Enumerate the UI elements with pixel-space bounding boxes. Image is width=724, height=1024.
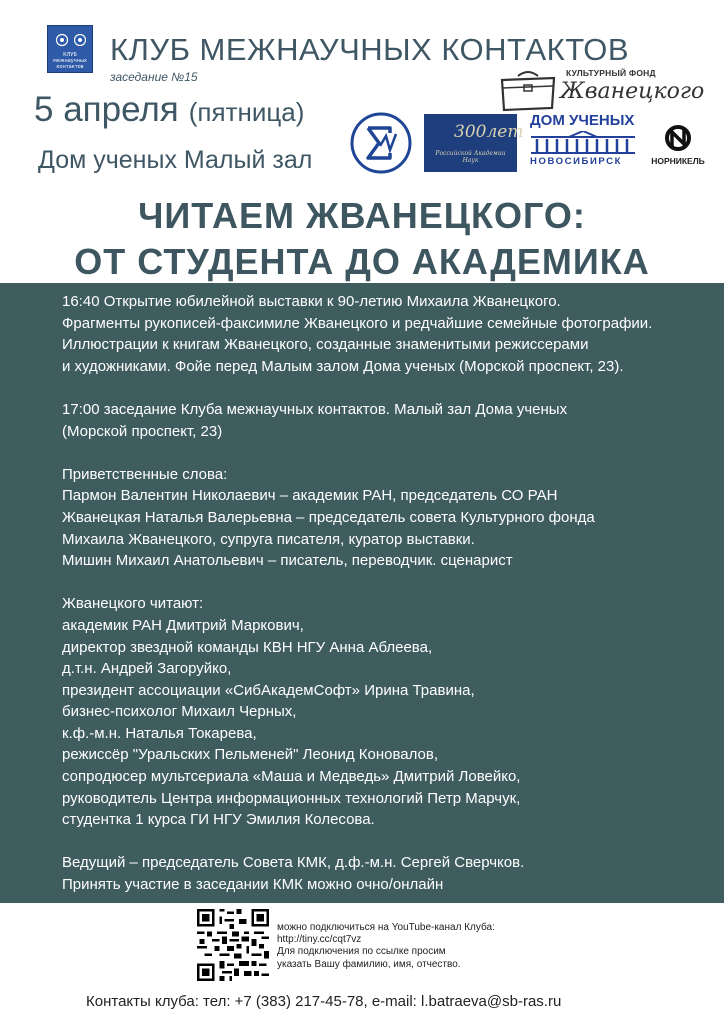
club-logo (47, 25, 93, 73)
program-line: академик РАН Дмитрий Маркович, (62, 616, 304, 634)
youtube-link[interactable]: http://tiny.cc/cqt7vz (277, 934, 362, 946)
weekday-text: (пятница) (188, 97, 305, 127)
program-line: Пармон Валентин Николаевич – академик РАН, председатель СО РАН (62, 487, 558, 505)
house-title: ДОМ УЧЕНЫХ (530, 112, 635, 129)
program-line: директор звездной команды КВН НГУ Анна Аблеева, (62, 638, 433, 656)
program-line: руководитель Центра информационных технологий Петр Марчук, (62, 789, 521, 807)
program-line: сопродюсер мультсериала «Маша и Медведь» Дмитрий Ловейко, (62, 768, 521, 786)
date-text: 5 апреля (34, 90, 179, 129)
program-line: Мишин Михаил Анатольевич – писатель, переводчик. сценарист (62, 552, 513, 570)
program-line: президент ассоциации «СибАкадемСофт» Ирина Травина, (62, 681, 475, 699)
qr-code-icon[interactable] (197, 909, 269, 981)
program-line: Иллюстрации к книгам Жванецкого, созданные знаменитыми режиссерами (62, 336, 589, 354)
building-icon (529, 131, 637, 155)
sigma-logo-icon (350, 112, 412, 174)
event-headline (0, 193, 724, 285)
program-text (62, 291, 712, 896)
request-note: Для подключения по ссылке просим (277, 946, 446, 958)
fund-name: Жванецкого (560, 79, 705, 104)
club-title: КЛУБ МЕЖНАУЧНЫХ КОНТАКТОВ (110, 32, 630, 67)
program-panel (0, 283, 724, 903)
program-line: д.т.н. Андрей Загоруйко, (62, 660, 232, 678)
atom-icon (54, 33, 88, 47)
program-line: студентка 1 курса ГИ НГУ Эмилия Колесова. (62, 811, 375, 829)
program-line: к.ф.-м.н. Наталья Токарева, (62, 724, 257, 742)
meeting-number: заседание №15 (110, 70, 198, 84)
anniversary-logo (424, 114, 524, 172)
sponsor-logo (645, 124, 711, 168)
house-city: НОВОСИБИРСК (530, 156, 622, 167)
headline-line-1: ЧИТАЕМ ЖВАНЕЦКОГО: (138, 195, 586, 236)
nornikel-icon (645, 124, 711, 154)
sponsor-name: НОРНИКЕЛЬ (651, 156, 705, 166)
fund-logo (498, 66, 703, 112)
briefcase-icon (498, 68, 558, 112)
house-of-scientists-logo (527, 112, 639, 174)
program-line: бизнес-психолог Михаил Черных, (62, 703, 297, 721)
program-line: режиссёр "Уральских Пельменей" Леонид Коновалов, (62, 746, 439, 764)
contacts: Контакты клуба: тел: +7 (383) 217-45-78, e-mail: l.batraeva@sb-ras.ru (86, 993, 562, 1010)
anniversary-number: 300лет (454, 122, 524, 142)
club-logo-text: КЛУБ межнаучных контактов (53, 52, 87, 70)
program-line: Михаила Жванецкого, супруга писателя, куратор выставки. (62, 530, 475, 548)
program-line: (Морской проспект, 23) (62, 422, 223, 440)
online-note (277, 922, 597, 971)
program-line: Фрагменты рукописей-факсимиле Жванецкого и редчайшие семейные фотографии. (62, 314, 653, 332)
program-line: 17:00 заседание Клуба межнаучных контактов. Малый зал Дома ученых (62, 400, 568, 418)
request-note: указать Вашу фамилию, имя, отчество. (277, 958, 461, 970)
anniversary-text: Российской Академии Наук (435, 150, 506, 164)
fund-label: КУЛЬТУРНЫЙ ФОНД (566, 68, 656, 78)
event-date (34, 90, 304, 130)
program-line: 16:40 Открытие юбилейной выставки к 90-летию Михаила Жванецкого. (62, 293, 561, 310)
headline-line-2: ОТ СТУДЕНТА ДО АКАДЕМИКА (74, 241, 650, 282)
program-line: Жванецкая Наталья Валерьевна – председатель совета Культурного фонда (62, 508, 595, 526)
youtube-note: можно подключиться на YouTube-канал Клуба: (277, 922, 495, 933)
program-line: Ведущий – председатель Совета КМК, д.ф.-м.н. Сергей Сверчков. (62, 854, 525, 872)
venue: Дом ученых Малый зал (38, 146, 313, 174)
program-line: Жванецкого читают: (62, 595, 204, 613)
program-line: Приветственные слова: (62, 465, 228, 483)
program-line: Принять участие в заседании КМК можно очно/онлайн (62, 876, 444, 894)
program-line: и художниками. Фойе перед Малым залом Дома ученых (Морской проспект, 23). (62, 357, 624, 375)
